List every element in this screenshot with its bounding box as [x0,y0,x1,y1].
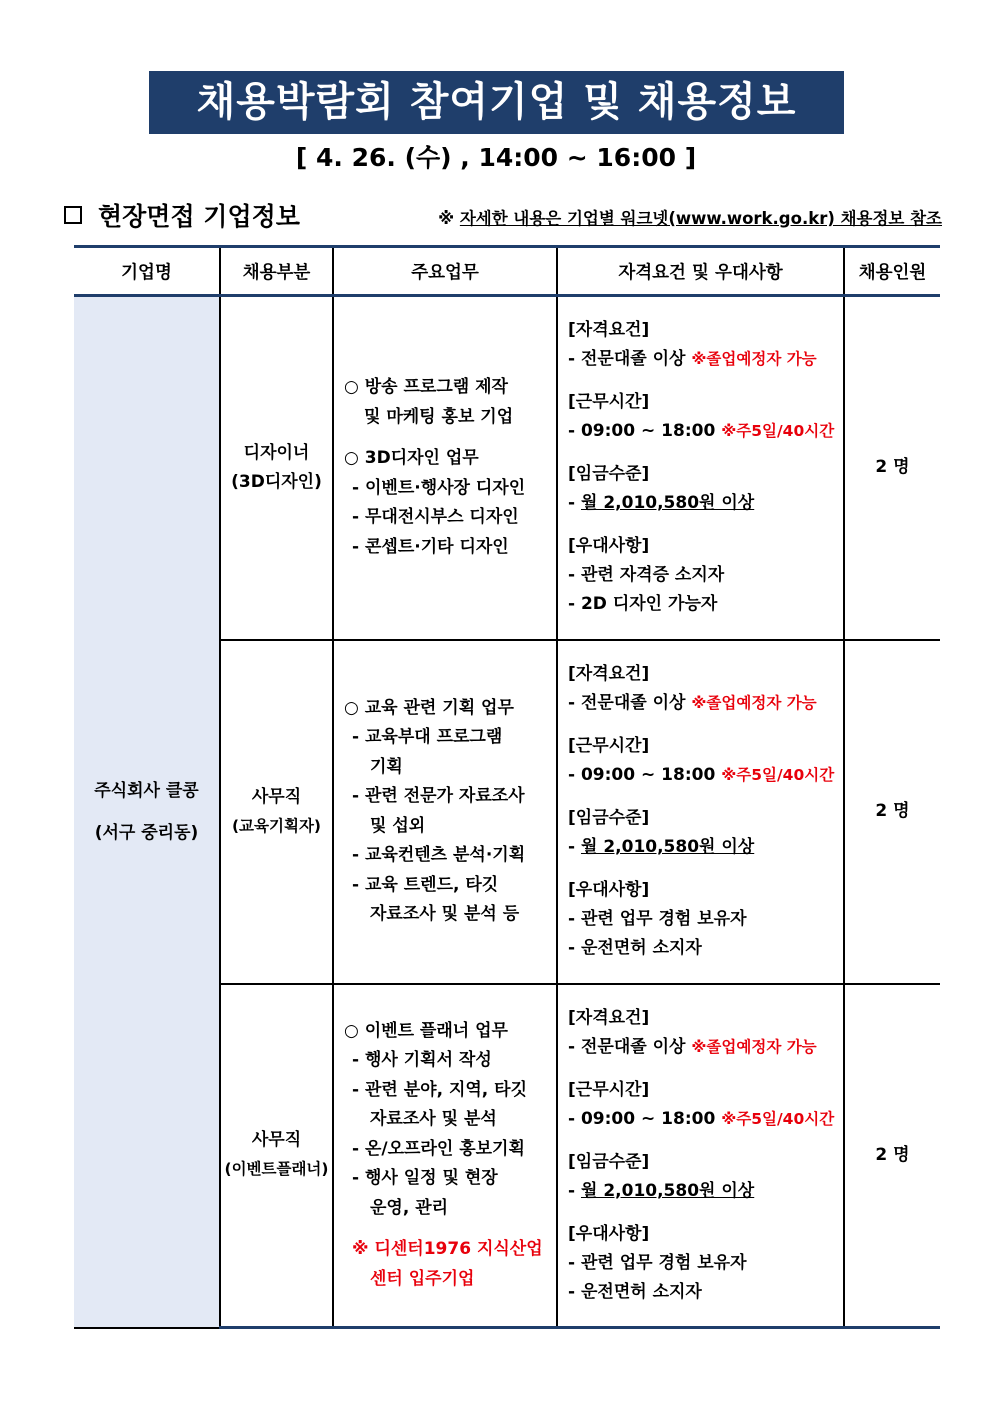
section-title: 현장면접 기업정보 [98,202,300,231]
headcount-cell: 2 명 [844,984,940,1328]
hours-heading: [근무시간] [568,736,650,756]
pref-heading: [우대사항] [568,536,650,557]
duty-line: - 온/오프라인 홍보기획 [352,1138,525,1159]
dept-name: 디자이너 [243,442,310,463]
duties-cell [333,640,557,984]
duties-cell [333,984,557,1328]
dept-sub: (이벤트플래너) [224,1160,329,1179]
wage-text: 월 2,010,580원 이상 [580,1180,755,1201]
qual-text: - 전문대졸 이상 [568,349,686,370]
requirements-cell [557,296,844,640]
wage-heading: [임금수준] [568,1151,650,1172]
wage-text: 월 2,010,580원 이상 [580,837,755,857]
wage-dash: - [568,1180,576,1201]
header-requirements: 자격요건 및 우대사항 [557,247,844,296]
qual-note: ※졸업예정자 가능 [691,350,817,369]
table-row [74,296,940,640]
duty-line: ○ 방송 프로그램 제작 [344,377,508,398]
duty-note: 센터 입주기업 [370,1268,475,1289]
wage-dash: - [568,837,576,857]
pref-heading: [우대사항] [568,1223,650,1244]
pref-item: - 운전면허 소지자 [568,1281,702,1302]
qual-heading: [자격요건] [568,664,650,684]
dept-name: 사무직 [251,786,302,807]
header-headcount: 채용인원 [844,247,940,296]
reference-note [438,205,942,229]
dept-cell [220,984,333,1328]
duty-line: ○ 이벤트 플래너 업무 [344,1020,508,1041]
dept-cell [220,296,333,640]
hours-note: ※주5일/40시간 [721,422,835,441]
headcount-cell: 2 명 [844,640,940,984]
qual-heading: [자격요건] [568,320,650,341]
dept-cell [220,640,333,984]
job-table [74,245,940,1329]
event-date: [ 4. 26. (수) , 14:00 ~ 16:00 ] [295,143,697,172]
hours-heading: [근무시간] [568,1079,650,1100]
duty-line: 자료조사 및 분석 등 [370,904,520,924]
company-name: 주식회사 클콩 [94,780,199,801]
hours-heading: [근무시간] [568,392,650,413]
duty-line: - 관련 분야, 지역, 타깃 [352,1079,528,1100]
duty-line: ○ 3D디자인 업무 [344,448,479,469]
duty-line: - 교육 트렌드, 타깃 [352,874,499,895]
wage-heading: [임금수준] [568,464,650,485]
wage-dash: - [568,493,576,514]
hours-text: - 09:00 ~ 18:00 [568,765,716,785]
duty-line: ○ 교육 관련 기획 업무 [344,697,514,718]
section-heading [64,197,300,233]
duty-line: - 행사 일정 및 현장 [352,1168,498,1188]
duty-line: 운영, 관리 [370,1197,449,1218]
company-cell [74,296,220,1328]
requirements-cell [557,640,844,984]
qual-note: ※졸업예정자 가능 [691,694,817,712]
hours-text: - 09:00 ~ 18:00 [568,421,716,442]
note-mark: ※ [438,209,455,228]
duty-line: - 콘셉트·기타 디자인 [352,536,509,557]
qual-text: - 전문대졸 이상 [568,1036,686,1057]
duty-line: - 교육부대 프로그램 [352,727,503,747]
hours-note: ※주5일/40시간 [721,766,835,784]
wage-heading: [임금수준] [568,808,650,828]
pref-item: - 관련 자격증 소지자 [568,565,725,586]
page-title: 채용박람회 참여기업 및 채용정보 [149,71,844,134]
dept-sub: (교육기획자) [231,816,322,835]
pref-item: - 관련 업무 경험 보유자 [568,909,747,929]
header-company: 기업명 [74,247,220,296]
note-text: 자세한 내용은 기업별 워크넷(www.work.go.kr) 채용정보 참조 [459,209,942,228]
table-header-row [74,247,940,296]
header-dept: 채용부분 [220,247,333,296]
duty-line: 및 마케팅 홍보 기업 [364,406,514,427]
qual-note: ※졸업예정자 가능 [691,1037,817,1056]
duty-line: - 교육컨텐츠 분석·기획 [352,845,526,865]
duty-line: - 관련 전문가 자료조사 [352,786,525,806]
duty-line: - 무대전시부스 디자인 [352,507,519,528]
qual-text: - 전문대졸 이상 [568,693,686,713]
requirements-cell [557,984,844,1328]
pref-item: - 운전면허 소지자 [568,938,702,958]
duties-cell [333,296,557,640]
pref-heading: [우대사항] [568,880,650,900]
hours-text: - 09:00 ~ 18:00 [568,1108,716,1129]
company-location: (서구 중리동) [94,822,199,843]
qual-heading: [자격요건] [568,1007,650,1028]
header-duties: 주요업무 [333,247,557,296]
duty-note: ※ 디센터1976 지식산업 [352,1239,543,1259]
dept-name: 사무직 [251,1130,302,1151]
hours-note: ※주5일/40시간 [721,1109,835,1128]
dept-sub: (3D디자인) [231,471,322,492]
duty-line: - 이벤트·행사장 디자인 [352,477,526,498]
duty-line: 기획 [370,756,403,777]
checkbox-square-icon [64,206,82,224]
headcount-cell: 2 명 [844,296,940,640]
wage-text: 월 2,010,580원 이상 [580,493,755,514]
duty-line: 자료조사 및 분석 [370,1109,497,1129]
duty-line: 및 섭외 [370,815,426,836]
pref-item: - 2D 디자인 가능자 [568,594,718,615]
pref-item: - 관련 업무 경험 보유자 [568,1252,747,1273]
duty-line: - 행사 기획서 작성 [352,1050,492,1070]
